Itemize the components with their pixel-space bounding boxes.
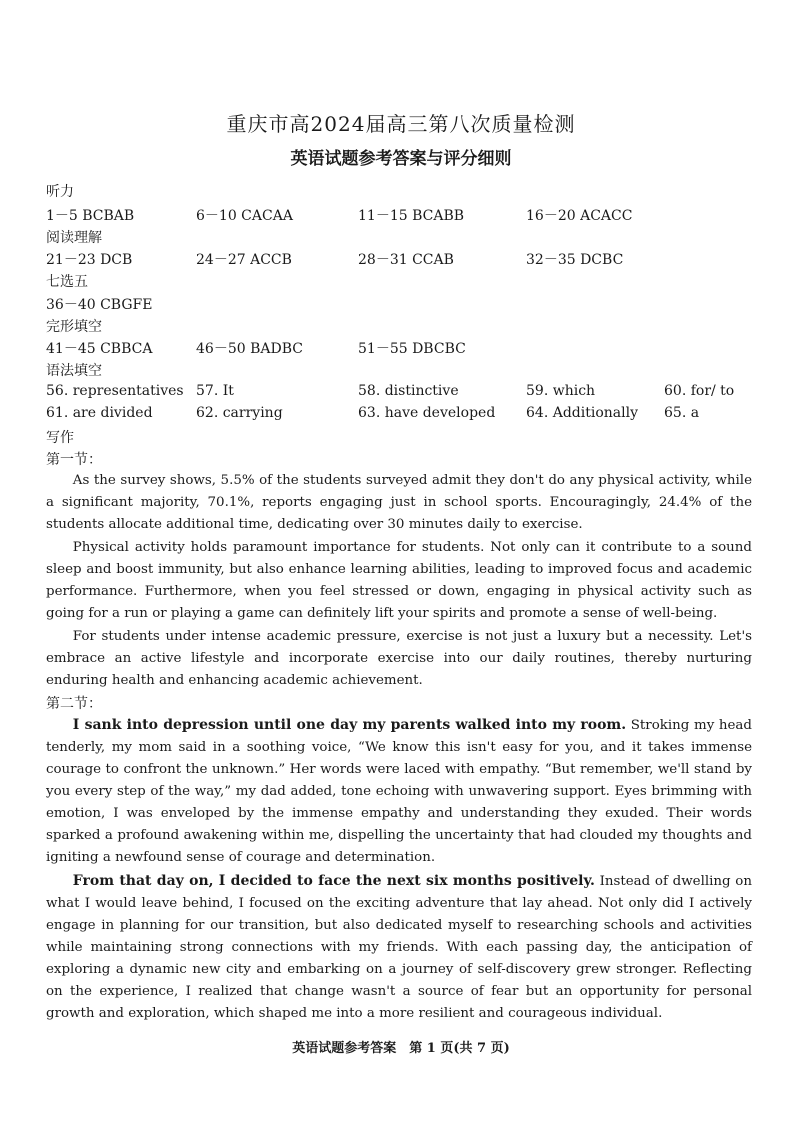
answer-group: 32－35 DCBC bbox=[526, 252, 624, 268]
answer-row-grammar-1 bbox=[46, 383, 756, 403]
answer-group: 24－27 ACCB bbox=[196, 252, 292, 268]
answer-item: 57. It bbox=[196, 383, 234, 399]
answer-group: 16－20 ACACC bbox=[526, 208, 633, 224]
answer-item: 63. have developed bbox=[358, 405, 496, 421]
paragraph-lead-sentence: From that day on, I decided to face the next six months positively. bbox=[72, 873, 595, 889]
paragraph-body: Stroking my head tenderly, my mom said in a soothing voice, “We know this isn't easy for you, and it takes immense courage to confront the unknown.” Her words were laced with empathy. “But remember, we'll stand by you every step of the way,” my dad added, tone echoing with unwavering support. Eyes brimming with emotion, I was enveloped by the immense empathy and understanding they exuded. Their words sparked a profound awakening within me, dispelling the uncertainty that had clouded my thoughts and igniting a newfound sense of courage and determination. bbox=[46, 718, 752, 865]
answer-row-seven-choose-five bbox=[46, 294, 756, 314]
answer-row-cloze bbox=[46, 338, 756, 358]
section-label-seven-choose-five: 七选五 bbox=[46, 274, 88, 290]
answer-group: 21－23 DCB bbox=[46, 252, 133, 268]
answer-group: 36－40 CBGFE bbox=[46, 297, 153, 313]
writing-part1-paragraph: For students under intense academic pressure, exercise is not just a luxury but a necessity. Let's embrace an active lifestyle and incorporate exercise into our daily routines, thereby nurturing enduring health and enhancing academic achievement. bbox=[46, 629, 752, 688]
answer-item: 62. carrying bbox=[196, 405, 283, 421]
writing-part1-paragraph: As the survey shows, 5.5% of the students surveyed admit they don't do any physical activity, while a significant majority, 70.1%, reports engaging just in school sports. Encouragingly, 24.4% of the students allocate additional time, dedicating over 30 minutes daily to exercise. bbox=[46, 473, 752, 532]
answer-item: 58. distinctive bbox=[358, 383, 459, 399]
answer-group: 11－15 BCABB bbox=[358, 208, 465, 224]
answer-group: 41－45 CBBCA bbox=[46, 341, 153, 357]
paragraph-lead-sentence: I sank into depression until one day my parents walked into my room. bbox=[72, 717, 627, 733]
answer-item: 60. for/ to bbox=[664, 383, 735, 399]
writing-part2-paragraph-1 bbox=[46, 714, 752, 869]
section-label-writing: 写作 bbox=[46, 430, 74, 446]
answer-row-reading bbox=[46, 249, 756, 269]
section-label-reading: 阅读理解 bbox=[46, 230, 102, 246]
page-title: 重庆市高2024届高三第八次质量检测 bbox=[226, 112, 576, 136]
answer-group: 46－50 BADBC bbox=[196, 341, 303, 357]
answer-group: 28－31 CCAB bbox=[358, 252, 454, 268]
answer-item: 64. Additionally bbox=[526, 405, 638, 421]
section-label-cloze: 完形填空 bbox=[46, 319, 102, 335]
section-label-grammar: 语法填空 bbox=[46, 363, 102, 379]
answer-row-listening bbox=[46, 205, 756, 225]
answer-group: 1－5 BCBAB bbox=[46, 208, 135, 224]
answer-item: 59. which bbox=[526, 383, 596, 399]
section-label-listening: 听力 bbox=[46, 184, 74, 200]
page-footer: 英语试题参考答案 第 1 页(共 7 页) bbox=[292, 1041, 510, 1056]
writing-part2-label: 第二节： bbox=[46, 696, 102, 712]
writing-part1-label: 第一节： bbox=[46, 452, 102, 468]
writing-part1-paragraph: Physical activity holds paramount importance for students. Not only can it contribute to a sound sleep and boost immunity, but also enhance learning abilities, leading to improved focus and academic performance. Furthermore, when you feel stressed or down, engaging in physical activity such as going for a run or playing a game can definitely lift your spirits and promote a sense of well-being. bbox=[46, 540, 752, 621]
writing-part2-paragraph-2 bbox=[46, 870, 752, 1025]
page-subtitle: 英语试题参考答案与评分细则 bbox=[290, 149, 512, 169]
answer-group: 51－55 DBCBC bbox=[358, 341, 466, 357]
paragraph-body: Instead of dwelling on what I would leave behind, I focused on the exciting adventure that lay ahead. Not only did I actively engage in planning for our transition, but also dedicated myself to researching schools and activities while maintaining strong connections with my friends. With each passing day, the anticipation of exploring a dynamic new city and embarking on a journey of self-discovery grew stronger. Reflecting on the experience, I realized that change wasn't a source of fear but an opportunity for personal growth and exploration, which shaped me into a more resilient and courageous individual. bbox=[46, 874, 752, 1021]
answer-item: 61. are divided bbox=[46, 405, 153, 421]
answer-item: 56. representatives bbox=[46, 383, 184, 399]
answer-item: 65. a bbox=[664, 405, 700, 421]
answer-group: 6－10 CACAA bbox=[196, 208, 293, 224]
answer-row-grammar-2 bbox=[46, 405, 756, 425]
